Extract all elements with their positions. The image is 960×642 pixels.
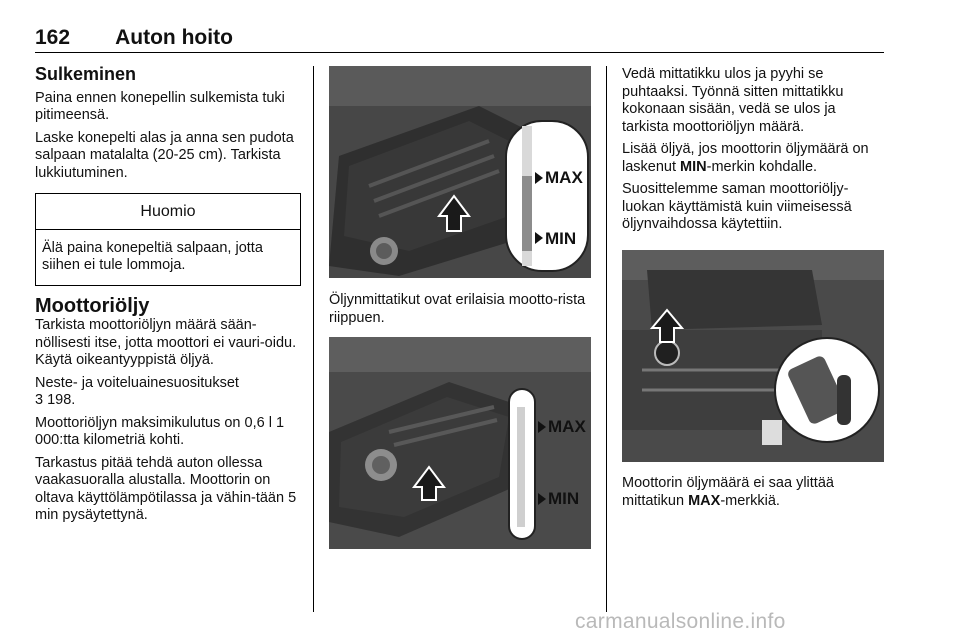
paragraph: Laske konepelti alas ja anna sen pudota salpaan matalalta (20-25 cm). Tarkista lukkiutuminen. xyxy=(35,129,294,181)
figure-dipstick-1 xyxy=(329,66,591,278)
paragraph: Moottorin öljymäärä ei saa ylittää mittatikun MAX-merkkiä. xyxy=(622,475,834,509)
paragraph xyxy=(35,375,301,410)
column-1 xyxy=(35,66,301,530)
paragraph: Suosittelemme saman moottoriöljy-luokan käyttämistä kuin viimeisessä öljynvaihdossa käytettiin. xyxy=(622,181,852,232)
max-mark-label: MAX xyxy=(548,417,586,436)
engine-illustration-3 xyxy=(622,250,884,462)
paragraph: Vedä mittatikku ulos ja pyyhi se puhtaaksi. Työnnä sitten mittatikku kokonaan sisään, vedä se ulos ja tarkista moottoriöljyn määrä. xyxy=(622,66,844,135)
watermark: carmanualsonline.info xyxy=(575,610,786,633)
column-divider-1 xyxy=(313,66,314,612)
max-keyword: MAX xyxy=(688,492,721,509)
figure-dipstick-2 xyxy=(329,337,591,549)
column-3-bottom xyxy=(622,475,884,515)
section-heading-closing: Sulkeminen xyxy=(35,64,137,84)
figure-caption: Öljynmittatikut ovat erilaisia mootto-rista riippuen. xyxy=(329,292,586,326)
column-divider-2 xyxy=(606,66,607,612)
column-3-top xyxy=(622,66,884,239)
figure-oil-filler xyxy=(622,250,884,462)
paragraph: Tarkastus pitää tehdä auton ollessa vaakasuoralla alustalla. Moottorin on oltava käyttölämpötilassa ja vähin-tään 5 min pysäytettynä. xyxy=(35,454,297,523)
note-body: Älä paina konepeltiä salpaan, jotta siihen ei tule lommoja. xyxy=(42,239,263,273)
paragraph: Lisää öljyä, jos moottorin öljymäärä on laskenut MIN-merkin kohdalle. xyxy=(622,141,869,175)
reference-text: Neste- ja voiteluainesuositukset xyxy=(35,374,239,391)
max-mark-label: MAX xyxy=(545,168,583,187)
min-mark-label: MIN xyxy=(545,229,577,248)
note-title: Huomio xyxy=(36,194,300,230)
chapter-title: Auton hoito xyxy=(115,26,233,49)
page-header xyxy=(35,26,233,50)
min-keyword: MIN xyxy=(680,158,707,175)
note-box xyxy=(35,193,301,286)
paragraph: Moottoriöljyn maksimikulutus on 0,6 l 1 000:tta kilometriä kohti. xyxy=(35,414,285,448)
engine-illustration-2 xyxy=(329,337,591,549)
paragraph: Tarkista moottoriöljyn määrä sään-nöllisesti itse, jotta moottori ei vauri-oidu. Käytä oikeantyyppistä öljyä. xyxy=(35,317,297,368)
min-mark-label: MIN xyxy=(548,489,580,508)
page-reference-link[interactable]: 3 198. xyxy=(35,392,76,408)
header-rule xyxy=(35,52,884,53)
page-number: 162 xyxy=(35,26,71,49)
paragraph: Paina ennen konepellin sulkemista tuki pitimeensä. xyxy=(35,89,285,123)
section-title-engine-oil: Moottoriöljy xyxy=(35,294,150,317)
